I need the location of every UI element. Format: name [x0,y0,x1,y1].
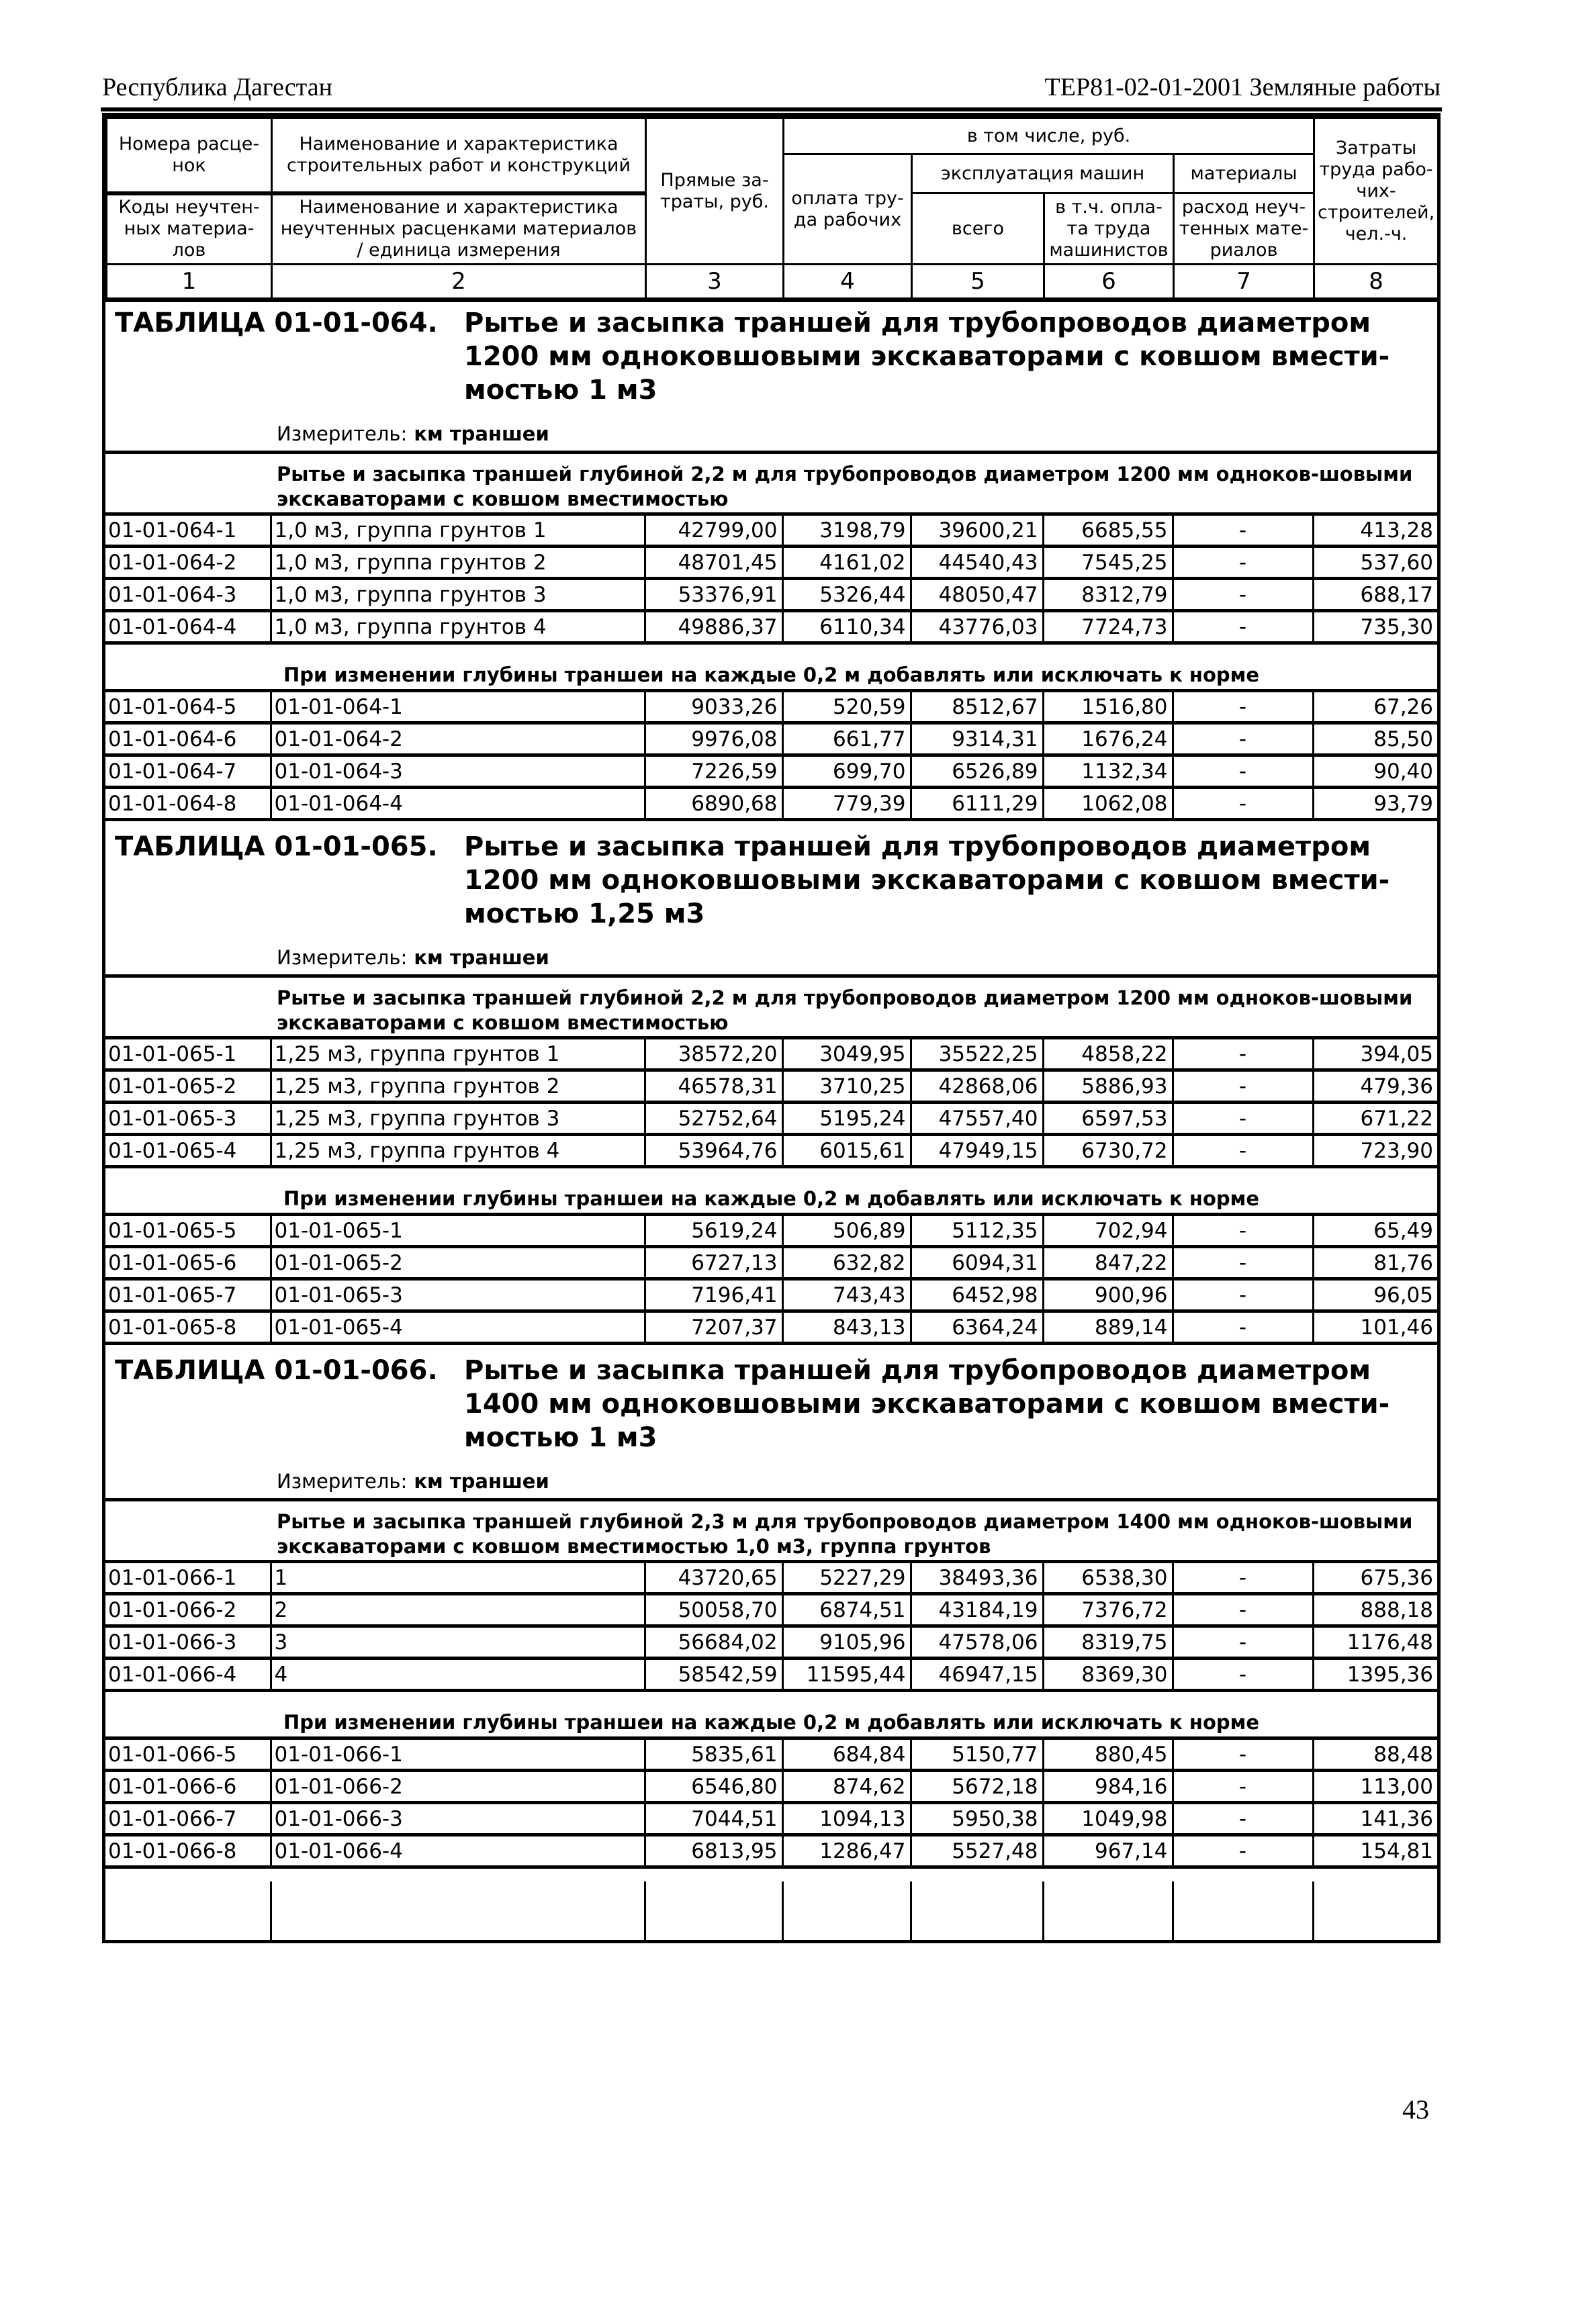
cell-machinist-pay: 8312,79 [1043,579,1173,611]
table-row [105,1738,1437,1771]
cell-work-name: 1,0 м3, группа грунтов 3 [271,579,645,611]
cell-rate-code: 01-01-065-6 [105,1247,271,1279]
cell-machines-total: 47557,40 [911,1103,1043,1135]
work-description: Рытье и засыпка траншей глубиной 2,2 м для трубопроводов диаметром 1200 мм одноков-шовыми экскаваторами с ковшом вместимостью [277,986,1413,1034]
cell-materials: - [1173,1771,1313,1803]
cell-materials: - [1173,691,1313,723]
rates-table [105,689,1437,821]
cell-materials: - [1173,1835,1313,1867]
table-caption: Рытье и засыпка траншей для трубопроводов диаметром 1400 мм одноковшовыми экскаваторами с ковшом вмести-мостью 1 м3 [464,1355,1390,1453]
header-rule [101,107,1442,111]
cell-machinist-pay: 889,14 [1043,1311,1173,1344]
table-number: ТАБЛИЦА 01-01-064. [115,308,438,338]
cell-machinist-pay: 702,94 [1043,1215,1173,1247]
cell-rate-code: 01-01-064-4 [105,611,271,643]
cell-work-name: 1,0 м3, группа грунтов 4 [271,611,645,643]
cell-machinist-pay: 6597,53 [1043,1103,1173,1135]
column-number: 2 [272,265,646,300]
cell-machines-total: 9314,31 [911,723,1043,755]
header-including-group: в том числе, руб. [784,118,1314,154]
column-number: 8 [1314,265,1439,300]
region-name: Республика Дагестан [102,73,332,101]
cell-rate-code: 01-01-065-4 [105,1135,271,1167]
cell-machinist-pay: 8369,30 [1043,1659,1173,1691]
cell-materials: - [1173,1311,1313,1344]
header-machines-group: эксплуатация машин [912,154,1174,193]
cell-machines-total: 6094,31 [911,1247,1043,1279]
depth-adjustment-heading: При изменении глубины траншеи на каждые 0,2 м добавлять или исключать к норме [283,1187,1260,1210]
cell-machinist-pay: 900,96 [1043,1279,1173,1311]
cell-work-name: 1,25 м3, группа грунтов 2 [271,1070,645,1103]
cell-worker-pay: 743,43 [782,1279,911,1311]
cell-machines-total: 38493,36 [911,1562,1043,1594]
cell-rate-code: 01-01-064-3 [105,579,271,611]
cell-work-name: 01-01-064-3 [271,755,645,788]
table-caption: Рытье и засыпка траншей для трубопроводов диаметром 1200 мм одноковшовыми экскаваторами с ковшом вмести-мостью 1,25 м3 [464,831,1390,929]
price-table-sheet [102,113,1441,1943]
cell-labor-hours: 394,05 [1313,1038,1437,1070]
cell-worker-pay: 6015,61 [782,1135,911,1167]
cell-work-name: 1,25 м3, группа грунтов 3 [271,1103,645,1135]
cell-machines-total: 5672,18 [911,1771,1043,1803]
cell-labor-hours: 96,05 [1313,1279,1437,1311]
cell-direct-costs: 7207,37 [645,1311,782,1344]
cell-worker-pay: 9105,96 [782,1626,911,1659]
cell-machinist-pay: 1132,34 [1043,755,1173,788]
cell-machinist-pay: 5886,93 [1043,1070,1173,1103]
table-row [105,788,1437,820]
cell-direct-costs: 46578,31 [645,1070,782,1103]
cell-direct-costs: 56684,02 [645,1626,782,1659]
cell-worker-pay: 6874,51 [782,1594,911,1626]
cell-machinist-pay: 1516,80 [1043,691,1173,723]
page-number: 43 [1402,2094,1429,2125]
cell-worker-pay: 699,70 [782,755,911,788]
cell-work-name: 4 [271,1659,645,1691]
cell-materials: - [1173,755,1313,788]
table-row [105,1247,1437,1279]
cell-worker-pay: 4161,02 [782,547,911,579]
cell-labor-hours: 154,81 [1313,1835,1437,1867]
cell-worker-pay: 684,84 [782,1738,911,1771]
column-number: 5 [912,265,1044,300]
cell-worker-pay: 3198,79 [782,514,911,547]
table-row [105,1135,1437,1167]
cell-rate-code: 01-01-066-5 [105,1738,271,1771]
header-material-name: Наименование и характеристика неучтенных расценками материалов / единица измерения [272,193,646,265]
cell-rate-code: 01-01-064-8 [105,788,271,820]
cell-machinist-pay: 8319,75 [1043,1626,1173,1659]
table-row [105,1771,1437,1803]
table-row [105,691,1437,723]
cell-work-name: 01-01-066-2 [271,1771,645,1803]
cell-work-name: 01-01-065-3 [271,1279,645,1311]
cell-machines-total: 43184,19 [911,1594,1043,1626]
measure-value: км траншеи [414,422,549,445]
cell-labor-hours: 1176,48 [1313,1626,1437,1659]
cell-direct-costs: 42799,00 [645,514,782,547]
work-description: Рытье и засыпка траншей глубиной 2,2 м для трубопроводов диаметром 1200 мм одноков-шовыми экскаваторами с ковшом вместимостью [277,463,1413,510]
cell-materials: - [1173,579,1313,611]
cell-rate-code: 01-01-065-8 [105,1311,271,1344]
table-row [105,1279,1437,1311]
cell-work-name: 1,25 м3, группа грунтов 4 [271,1135,645,1167]
column-number: 1 [107,265,272,300]
header-direct-costs: Прямые за-траты, руб. [646,118,784,265]
measure-unit [277,946,549,969]
measure-unit [277,1470,549,1493]
cell-machinist-pay: 1676,24 [1043,723,1173,755]
measure-label: Измеритель: [277,1470,408,1493]
cell-labor-hours: 67,26 [1313,691,1437,723]
cell-machines-total: 6452,98 [911,1279,1043,1311]
cell-labor-hours: 479,36 [1313,1070,1437,1103]
cell-direct-costs: 7044,51 [645,1803,782,1835]
table-row [105,723,1437,755]
cell-labor-hours: 688,17 [1313,579,1437,611]
cell-work-name: 01-01-064-2 [271,723,645,755]
rates-table [105,1560,1437,1692]
page-header [102,73,1441,106]
header-worker-pay: оплата тру-да рабочих [784,154,912,265]
cell-machinist-pay: 880,45 [1043,1738,1173,1771]
cell-machines-total: 44540,43 [911,547,1043,579]
cell-labor-hours: 888,18 [1313,1594,1437,1626]
header-work-name: Наименование и характеристика строительных работ и конструкций [272,118,646,193]
cell-machines-total: 5527,48 [911,1835,1043,1867]
cell-direct-costs: 9033,26 [645,691,782,723]
cell-labor-hours: 413,28 [1313,514,1437,547]
cell-work-name: 1,0 м3, группа грунтов 1 [271,514,645,547]
cell-rate-code: 01-01-065-7 [105,1279,271,1311]
cell-machinist-pay: 984,16 [1043,1771,1173,1803]
table-row [105,1835,1437,1867]
cell-labor-hours: 1395,36 [1313,1659,1437,1691]
header-machinist-pay: в т.ч. опла-та труда машинистов [1044,193,1174,265]
cell-machines-total: 35522,25 [911,1038,1043,1070]
section-divider [105,451,1437,454]
cell-worker-pay: 3049,95 [782,1038,911,1070]
cell-direct-costs: 7196,41 [645,1279,782,1311]
cell-labor-hours: 88,48 [1313,1738,1437,1771]
header-material-codes: Коды неучтен-ных материа-лов [107,193,272,265]
table-row [105,1215,1437,1247]
cell-materials: - [1173,547,1313,579]
cell-rate-code: 01-01-066-1 [105,1562,271,1594]
cell-direct-costs: 38572,20 [645,1038,782,1070]
cell-direct-costs: 58542,59 [645,1659,782,1691]
table-row [105,1803,1437,1835]
column-number: 3 [646,265,784,300]
cell-rate-code: 01-01-065-3 [105,1103,271,1135]
column-number: 7 [1174,265,1314,300]
cell-direct-costs: 5835,61 [645,1738,782,1771]
cell-labor-hours: 675,36 [1313,1562,1437,1594]
cell-worker-pay: 632,82 [782,1247,911,1279]
table-row [105,547,1437,579]
table-row [105,1103,1437,1135]
header-materials-group: материалы [1174,154,1314,193]
cell-machines-total: 42868,06 [911,1070,1043,1103]
cell-materials: - [1173,1562,1313,1594]
cell-rate-code: 01-01-065-1 [105,1038,271,1070]
cell-machines-total: 39600,21 [911,514,1043,547]
measure-unit [277,422,549,445]
cell-machines-total: 5150,77 [911,1738,1043,1771]
cell-materials: - [1173,1247,1313,1279]
cell-machinist-pay: 7724,73 [1043,611,1173,643]
cell-rate-code: 01-01-066-4 [105,1659,271,1691]
cell-machines-total: 48050,47 [911,579,1043,611]
cell-rate-code: 01-01-066-8 [105,1835,271,1867]
cell-labor-hours: 141,36 [1313,1803,1437,1835]
document-code: ТЕР81-02-01-2001 Земляные работы [1044,73,1441,101]
column-number: 6 [1044,265,1174,300]
table-row [105,579,1437,611]
cell-machines-total: 46947,15 [911,1659,1043,1691]
cell-machinist-pay: 6538,30 [1043,1562,1173,1594]
measure-label: Измеритель: [277,946,408,969]
cell-materials: - [1173,723,1313,755]
cell-labor-hours: 81,76 [1313,1247,1437,1279]
cell-rate-code: 01-01-066-3 [105,1626,271,1659]
cell-worker-pay: 506,89 [782,1215,911,1247]
cell-direct-costs: 43720,65 [645,1562,782,1594]
table-number: ТАБЛИЦА 01-01-065. [115,831,438,862]
cell-work-name: 1 [271,1562,645,1594]
cell-rate-code: 01-01-065-5 [105,1215,271,1247]
cell-rate-code: 01-01-066-6 [105,1771,271,1803]
rates-table [105,1213,1437,1345]
cell-materials: - [1173,1803,1313,1835]
cell-machinist-pay: 1062,08 [1043,788,1173,820]
cell-rate-code: 01-01-064-7 [105,755,271,788]
cell-direct-costs: 48701,45 [645,547,782,579]
cell-direct-costs: 6727,13 [645,1247,782,1279]
cell-materials: - [1173,1594,1313,1626]
table-row [105,1311,1437,1344]
cell-worker-pay: 3710,25 [782,1070,911,1103]
cell-machines-total: 43776,03 [911,611,1043,643]
measure-value: км траншеи [414,1470,549,1493]
cell-work-name: 2 [271,1594,645,1626]
measure-value: км траншеи [414,946,549,969]
table-row [105,1626,1437,1659]
column-header [105,117,1439,302]
cell-materials: - [1173,611,1313,643]
cell-direct-costs: 6813,95 [645,1835,782,1867]
cell-labor-hours: 101,46 [1313,1311,1437,1344]
cell-materials: - [1173,1070,1313,1103]
cell-materials: - [1173,514,1313,547]
cell-rate-code: 01-01-064-1 [105,514,271,547]
cell-direct-costs: 53376,91 [645,579,782,611]
cell-worker-pay: 5326,44 [782,579,911,611]
cell-labor-hours: 671,22 [1313,1103,1437,1135]
cell-labor-hours: 537,60 [1313,547,1437,579]
cell-materials: - [1173,788,1313,820]
cell-rate-code: 01-01-064-6 [105,723,271,755]
cell-labor-hours: 90,40 [1313,755,1437,788]
table-row [105,1562,1437,1594]
cell-worker-pay: 1094,13 [782,1803,911,1835]
column-number: 4 [784,265,912,300]
cell-work-name: 01-01-065-2 [271,1247,645,1279]
cell-machinist-pay: 6685,55 [1043,514,1173,547]
cell-materials: - [1173,1279,1313,1311]
cell-direct-costs: 52752,64 [645,1103,782,1135]
cell-direct-costs: 53964,76 [645,1135,782,1167]
table-row [105,1659,1437,1691]
cell-materials: - [1173,1215,1313,1247]
cell-machines-total: 6526,89 [911,755,1043,788]
cell-materials: - [1173,1659,1313,1691]
empty-trailing-row [105,1881,1437,1942]
cell-machinist-pay: 6730,72 [1043,1135,1173,1167]
table-row [105,611,1437,643]
header-rate-numbers: Номера расце-нок [107,118,272,193]
cell-machinist-pay: 7545,25 [1043,547,1173,579]
header-machines-total: всего [912,193,1044,265]
cell-rate-code: 01-01-066-7 [105,1803,271,1835]
depth-adjustment-heading: При изменении глубины траншеи на каждые 0,2 м добавлять или исключать к норме [283,663,1260,686]
cell-machines-total: 5112,35 [911,1215,1043,1247]
cell-worker-pay: 11595,44 [782,1659,911,1691]
cell-worker-pay: 779,39 [782,788,911,820]
table-row [105,1070,1437,1103]
table-row [105,1038,1437,1070]
cell-worker-pay: 6110,34 [782,611,911,643]
depth-adjustment-heading: При изменении глубины траншеи на каждые 0,2 м добавлять или исключать к норме [283,1711,1260,1734]
cell-rate-code: 01-01-065-2 [105,1070,271,1103]
cell-worker-pay: 5195,24 [782,1103,911,1135]
section-divider [105,974,1437,978]
cell-rate-code: 01-01-066-2 [105,1594,271,1626]
cell-materials: - [1173,1038,1313,1070]
cell-labor-hours: 723,90 [1313,1135,1437,1167]
table-row [105,755,1437,788]
cell-direct-costs: 7226,59 [645,755,782,788]
cell-labor-hours: 85,50 [1313,723,1437,755]
cell-machines-total: 5950,38 [911,1803,1043,1835]
rates-table [105,1036,1437,1168]
cell-labor-hours: 113,00 [1313,1771,1437,1803]
cell-worker-pay: 874,62 [782,1771,911,1803]
table-row [105,1594,1437,1626]
cell-work-name: 1,0 м3, группа грунтов 2 [271,547,645,579]
cell-direct-costs: 6546,80 [645,1771,782,1803]
cell-machinist-pay: 7376,72 [1043,1594,1173,1626]
cell-machines-total: 47578,06 [911,1626,1043,1659]
table-number: ТАБЛИЦА 01-01-066. [115,1355,438,1386]
cell-worker-pay: 661,77 [782,723,911,755]
cell-direct-costs: 6890,68 [645,788,782,820]
cell-materials: - [1173,1738,1313,1771]
cell-work-name: 01-01-065-1 [271,1215,645,1247]
cell-rate-code: 01-01-064-5 [105,691,271,723]
cell-machinist-pay: 1049,98 [1043,1803,1173,1835]
table-row [105,514,1437,547]
cell-worker-pay: 1286,47 [782,1835,911,1867]
cell-machines-total: 6111,29 [911,788,1043,820]
cell-machines-total: 47949,15 [911,1135,1043,1167]
cell-materials: - [1173,1135,1313,1167]
measure-label: Измеритель: [277,422,408,445]
rates-table [105,1736,1437,1869]
cell-worker-pay: 843,13 [782,1311,911,1344]
cell-work-name: 01-01-066-4 [271,1835,645,1867]
cell-direct-costs: 50058,70 [645,1594,782,1626]
rates-table [105,512,1437,645]
cell-materials: - [1173,1626,1313,1659]
cell-direct-costs: 9976,08 [645,723,782,755]
cell-work-name: 01-01-064-4 [271,788,645,820]
cell-machines-total: 8512,67 [911,691,1043,723]
header-material-consumption: расход неуч-тенных мате-риалов [1174,193,1314,265]
cell-work-name: 01-01-064-1 [271,691,645,723]
section-divider [105,1498,1437,1501]
cell-worker-pay: 5227,29 [782,1562,911,1594]
cell-direct-costs: 49886,37 [645,611,782,643]
cell-work-name: 01-01-066-1 [271,1738,645,1771]
cell-rate-code: 01-01-064-2 [105,547,271,579]
cell-work-name: 01-01-065-4 [271,1311,645,1344]
header-labor-hours: Затраты труда рабо-чих-строителей, чел.-ч. [1314,118,1439,265]
cell-machines-total: 6364,24 [911,1311,1043,1344]
work-description: Рытье и засыпка траншей глубиной 2,3 м для трубопроводов диаметром 1400 мм одноков-шовыми экскаваторами с ковшом вместимостью 1,0 м3, группа грунтов [277,1510,1413,1558]
cell-machinist-pay: 847,22 [1043,1247,1173,1279]
cell-worker-pay: 520,59 [782,691,911,723]
cell-direct-costs: 5619,24 [645,1215,782,1247]
cell-machinist-pay: 4858,22 [1043,1038,1173,1070]
cell-labor-hours: 735,30 [1313,611,1437,643]
cell-labor-hours: 93,79 [1313,788,1437,820]
cell-materials: - [1173,1103,1313,1135]
cell-machinist-pay: 967,14 [1043,1835,1173,1867]
cell-work-name: 1,25 м3, группа грунтов 1 [271,1038,645,1070]
table-caption: Рытье и засыпка траншей для трубопроводов диаметром 1200 мм одноковшовыми экскаваторами с ковшом вмести-мостью 1 м3 [464,308,1390,406]
cell-work-name: 3 [271,1626,645,1659]
cell-labor-hours: 65,49 [1313,1215,1437,1247]
cell-work-name: 01-01-066-3 [271,1803,645,1835]
